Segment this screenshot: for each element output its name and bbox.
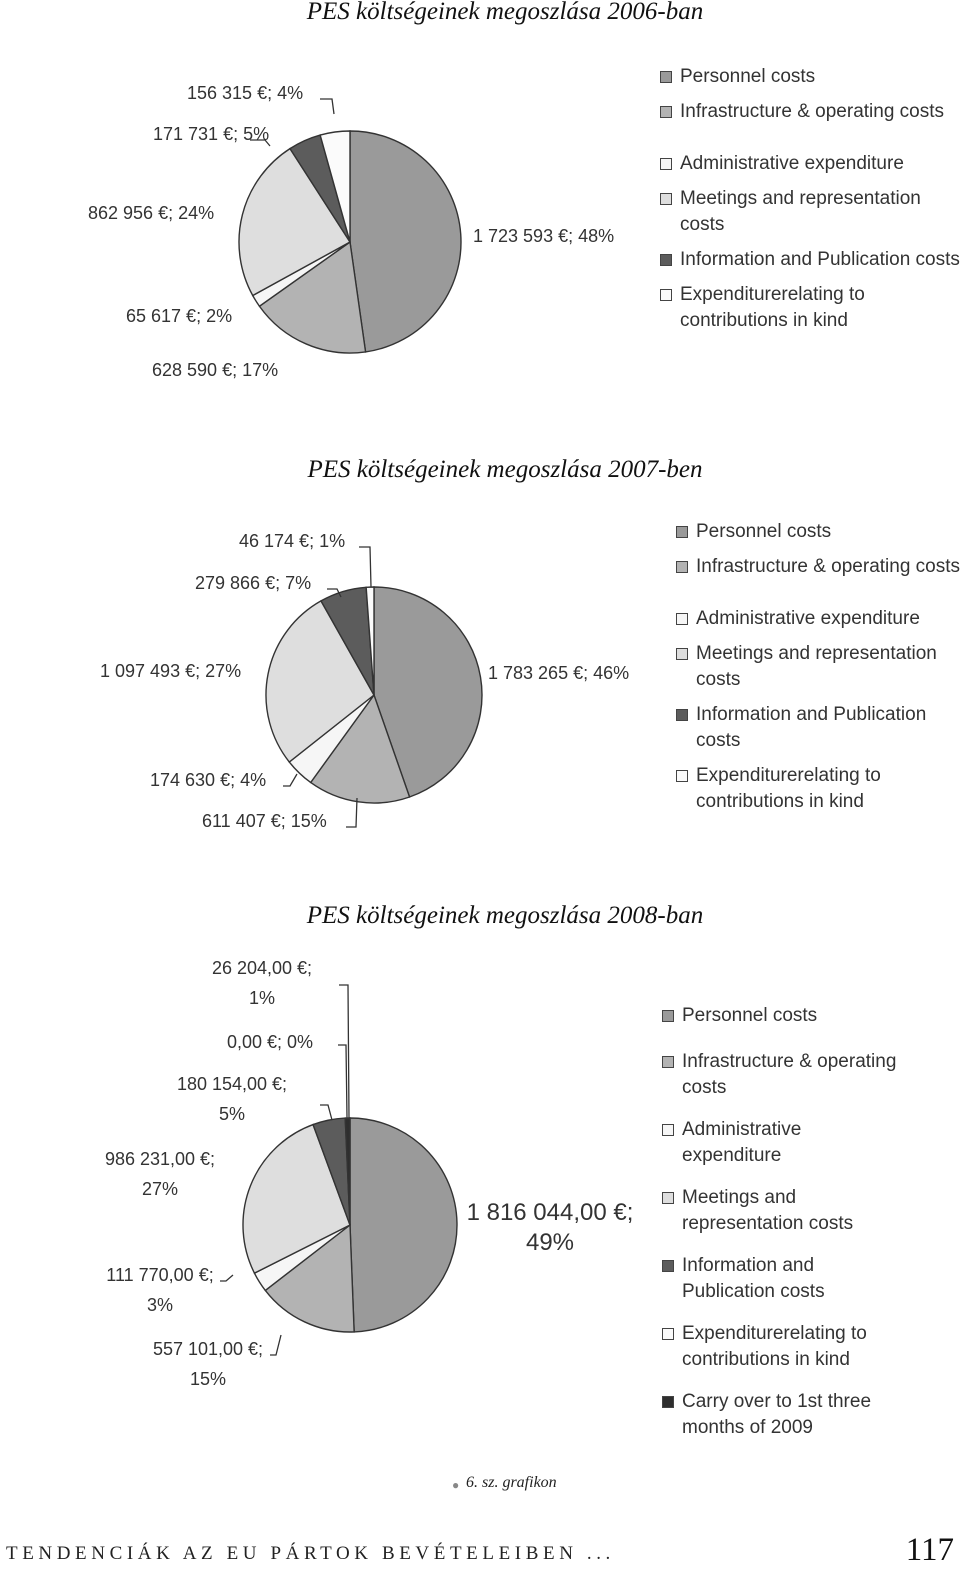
legend-item — [662, 1003, 902, 1029]
data-label: 156 315 €; 4% — [187, 83, 304, 103]
legend-item — [662, 1321, 902, 1373]
figure-caption: 6. sz. grafikon — [466, 1474, 557, 1491]
legend-swatch — [662, 1124, 674, 1136]
data-label: 986 231,00 €; 27% — [104, 1149, 216, 1199]
legend-label: Meetings and representation costs — [682, 1187, 854, 1234]
pie-slice-personnel-costs — [350, 1118, 457, 1332]
legend-label: Expenditurerelating to contributions in kind — [680, 284, 865, 331]
data-label: 279 866 €; 7% — [195, 573, 312, 593]
legend-swatch — [662, 1192, 674, 1204]
legend-swatch — [662, 1010, 674, 1022]
pie-slice-personnel-costs — [350, 131, 461, 352]
legend-label: Personnel costs — [696, 521, 832, 542]
legend-label: Information and Publication costs — [680, 249, 960, 270]
data-label: 557 101,00 €; 15% — [152, 1339, 264, 1389]
data-label: 65 617 €; 2% — [126, 306, 233, 326]
legend-swatch — [676, 648, 688, 660]
legend-item — [662, 1185, 902, 1237]
legend-swatch — [676, 526, 688, 538]
legend-item — [660, 64, 960, 90]
legend-swatch — [660, 158, 672, 170]
data-label: 46 174 €; 1% — [239, 531, 346, 551]
leader-line — [346, 798, 357, 827]
legend-label: Carry over to 1st three months of 2009 — [682, 1391, 872, 1438]
data-label: 628 590 €; 17% — [152, 360, 279, 380]
legend-swatch — [662, 1396, 674, 1408]
chart-title-2007: PES költségeinek megoszlása 2007-ben — [307, 456, 703, 483]
legend-label: Infrastructure & operating costs — [696, 556, 960, 577]
data-label: 611 407 €; 15% — [202, 811, 327, 831]
legend-label: Meetings and representation costs — [696, 643, 937, 690]
legend-swatch — [676, 709, 688, 721]
legend-item — [662, 1253, 902, 1305]
data-label: 26 204,00 €; 1% — [211, 958, 313, 1008]
legend-item — [662, 1117, 902, 1169]
legend-label: Expenditurerelating to contributions in kind — [696, 765, 881, 812]
data-label: 180 154,00 €; 5% — [176, 1074, 288, 1124]
data-label: 111 770,00 €; 3% — [106, 1265, 214, 1315]
legend-label: Administrative expenditure — [696, 608, 920, 629]
data-label: 1 783 265 €; 46% — [488, 663, 630, 683]
legend-item — [660, 282, 960, 334]
leader-line — [220, 1275, 233, 1281]
legend-label: Expenditurerelating to contributions in kind — [682, 1323, 867, 1370]
legend-label: Infrastructure & operating costs — [680, 101, 945, 122]
data-label: 174 630 €; 4% — [150, 770, 267, 790]
legend-label: Information and Publication costs — [696, 704, 927, 751]
legend-label: Administrative expenditure — [682, 1119, 802, 1166]
legend-item — [660, 247, 960, 273]
page-number: 117 — [905, 1532, 954, 1568]
legend-swatch — [676, 770, 688, 782]
legend-2006 — [660, 64, 960, 343]
data-label: 1 816 044,00 €; 49% — [466, 1199, 634, 1256]
legend-swatch — [662, 1260, 674, 1272]
legend-item — [660, 99, 960, 125]
data-label: 862 956 €; 24% — [88, 203, 215, 223]
leader-line — [359, 547, 371, 587]
legend-item — [676, 641, 960, 693]
data-label: 1 097 493 €; 27% — [100, 661, 242, 681]
legend-swatch — [660, 254, 672, 266]
caption-bullet-icon: ● — [452, 1478, 460, 1492]
legend-swatch — [676, 561, 688, 573]
legend-item — [676, 763, 960, 815]
legend-label: Meetings and representation costs — [680, 188, 921, 235]
legend-item — [676, 702, 960, 754]
leader-line — [270, 1335, 281, 1355]
legend-label: Information and Publication costs — [682, 1255, 825, 1302]
legend-swatch — [662, 1056, 674, 1068]
legend-swatch — [660, 106, 672, 118]
data-label: 171 731 €; 5% — [153, 124, 270, 144]
legend-item — [660, 151, 960, 177]
legend-swatch — [660, 71, 672, 83]
legend-swatch — [676, 613, 688, 625]
legend-label: Infrastructure & operating costs — [682, 1051, 897, 1098]
chart-title-2008: PES költségeinek megoszlása 2008-ban — [306, 902, 704, 929]
legend-item — [676, 606, 960, 632]
data-label: 0,00 €; 0% — [226, 1032, 314, 1052]
legend-label: Personnel costs — [680, 66, 816, 87]
legend-label: Personnel costs — [682, 1005, 818, 1026]
legend-2008 — [662, 1003, 902, 1450]
legend-swatch — [662, 1328, 674, 1340]
leader-line — [338, 1045, 347, 1118]
leader-line — [283, 774, 297, 786]
running-footer: TENDENCIÁK AZ EU PÁRTOK BEVÉTELEIBEN ... — [6, 1543, 615, 1564]
legend-swatch — [660, 289, 672, 301]
legend-item — [660, 186, 960, 238]
leader-line — [320, 1105, 332, 1120]
legend-item — [662, 1389, 902, 1441]
legend-item — [676, 519, 960, 545]
leader-line — [339, 985, 349, 1118]
legend-2007 — [676, 519, 960, 824]
legend-label: Administrative expenditure — [680, 153, 904, 174]
legend-item — [662, 1049, 902, 1101]
legend-swatch — [660, 193, 672, 205]
leader-line — [320, 99, 334, 114]
legend-item — [676, 554, 960, 580]
chart-title-2006: PES költségeinek megoszlása 2006-ban — [306, 0, 704, 25]
data-label: 1 723 593 €; 48% — [473, 226, 615, 246]
